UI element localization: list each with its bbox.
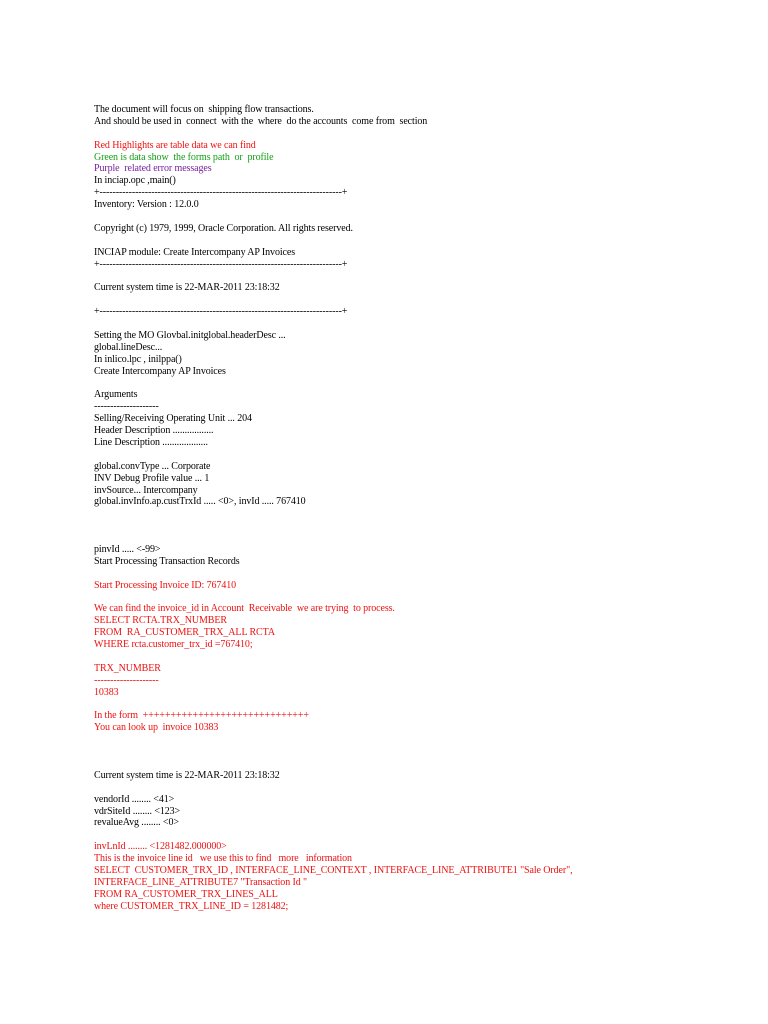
blank-line — [94, 829, 734, 841]
text-line: INTERFACE_LINE_ATTRIBUTE7 "Transaction Id " — [94, 876, 308, 888]
text-line: invSource... Intercompany — [94, 484, 198, 496]
document-body — [94, 104, 734, 913]
text-line: +---------------------------------------------------------------------------+ — [94, 258, 348, 270]
text-line: SELECT CUSTOMER_TRX_ID , INTERFACE_LINE_CONTEXT , INTERFACE_LINE_ATTRIBUTE1 "Sale Order", — [94, 865, 573, 876]
text-line: global.invInfo.ap.custTrxId ..... <0>, invId ..... 767410 — [94, 496, 306, 508]
text-line: Inventory: Version : 12.0.0 — [94, 199, 199, 211]
blank-line — [94, 508, 734, 520]
text-line: And should be used in connect with the where do the accounts come from section — [94, 115, 428, 127]
blank-line — [94, 758, 734, 770]
text-line: In the form ++++++++++++++++++++++++++++++ — [94, 710, 309, 722]
text-line: Header Description ................. — [94, 425, 214, 437]
blank-line — [94, 294, 734, 306]
text-line: In inciap.opc ,main() — [94, 175, 176, 187]
text-line: global.lineDesc... — [94, 341, 163, 353]
text-line: invLnId ........ <1281482.000000> — [94, 841, 227, 853]
text-line: Red Highlights are table data we can find — [94, 139, 256, 151]
blank-line — [94, 592, 734, 604]
text-line: -------------------- — [94, 674, 159, 686]
text-line: 10383 — [94, 686, 119, 698]
blank-line — [94, 235, 734, 247]
text-line: This is the invoice line id we use this to find more information — [94, 853, 352, 865]
text-line: Start Processing Invoice ID: 767410 — [94, 579, 237, 591]
text-line: Arguments — [94, 389, 138, 401]
blank-line — [94, 532, 734, 544]
text-line: We can find the invoice_id in Account Receivable we are trying to process. — [94, 603, 395, 615]
text-line: Purple related error messages — [94, 163, 212, 175]
text-line: INV Debug Profile value ... 1 — [94, 472, 210, 484]
text-line: FROM RA_CUSTOMER_TRX_ALL RCTA — [94, 627, 275, 639]
text-line: revalueAvg ........ <0> — [94, 817, 179, 829]
blank-line — [94, 734, 734, 746]
text-line: pinvId ..... <-99> — [94, 543, 161, 555]
blank-line — [94, 377, 734, 389]
text-line: Selling/Receiving Operating Unit ... 204 — [94, 413, 252, 425]
blank-line — [94, 520, 734, 532]
text-line: INCIAP module: Create Intercompany AP Invoices — [94, 246, 296, 258]
blank-line — [94, 128, 734, 140]
text-line: Green is data show the forms path or profile — [94, 151, 274, 163]
text-line: WHERE rcta.customer_trx_id =767410; — [94, 639, 253, 651]
text-line: The document will focus on shipping flow transactions. — [94, 104, 314, 115]
blank-line — [94, 211, 734, 223]
text-line: vdrSiteId ........ <123> — [94, 805, 181, 817]
blank-line — [94, 568, 734, 580]
text-line: global.convType ... Corporate — [94, 460, 211, 472]
text-line: Start Processing Transaction Records — [94, 555, 240, 567]
text-line: TRX_NUMBER — [94, 662, 161, 674]
text-line: -------------------- — [94, 401, 159, 413]
blank-line — [94, 270, 734, 282]
text-line: +---------------------------------------------------------------------------+ — [94, 306, 348, 318]
blank-line — [94, 318, 734, 330]
text-line: Copyright (c) 1979, 1999, Oracle Corporation. All rights reserved. — [94, 222, 353, 234]
blank-line — [94, 651, 734, 663]
text-line: vendorId ........ <41> — [94, 793, 175, 805]
text-line: Create Intercompany AP Invoices — [94, 365, 226, 377]
blank-line — [94, 782, 734, 794]
text-line: SELECT RCTA.TRX_NUMBER — [94, 615, 227, 627]
text-line: Current system time is 22-MAR-2011 23:18:32 — [94, 769, 280, 781]
text-line: where CUSTOMER_TRX_LINE_ID = 1281482; — [94, 900, 289, 912]
text-line: Setting the MO Glovbal.initglobal.headerDesc ... — [94, 329, 286, 341]
text-line: You can look up invoice 10383 — [94, 722, 219, 734]
text-line: In inlico.lpc , inilppa() — [94, 353, 182, 365]
blank-line — [94, 449, 734, 461]
text-line: FROM RA_CUSTOMER_TRX_LINES_ALL — [94, 888, 278, 900]
text-line: +---------------------------------------------------------------------------+ — [94, 187, 348, 199]
blank-line — [94, 746, 734, 758]
text-line: Line Description ................... — [94, 436, 208, 448]
blank-line — [94, 699, 734, 711]
text-line: Current system time is 22-MAR-2011 23:18:32 — [94, 282, 280, 294]
